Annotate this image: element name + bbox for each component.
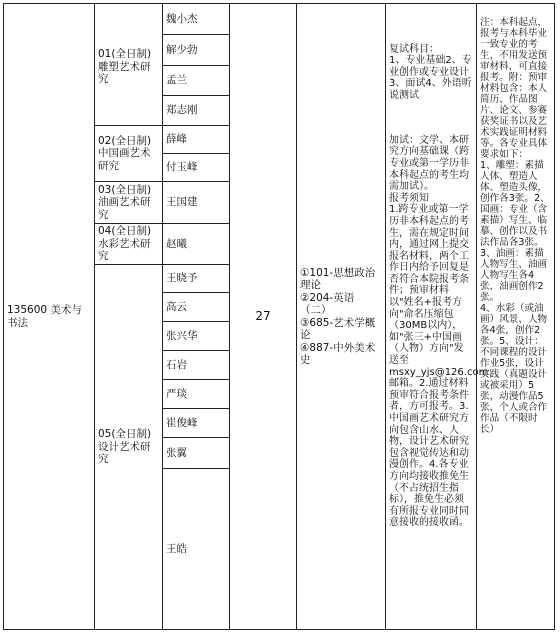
direction-cell-sculpture [94,3,163,126]
direction-label: 01(全日制)雕塑艺术研究 [98,48,152,85]
supervisor-cell [162,408,230,438]
direction-label: 03(全日制)油画艺术研究 [98,183,152,221]
supervisor-cell [162,468,230,630]
program-table [3,3,555,630]
direction-cell-watercolor [94,223,163,265]
supervisor-name: 严琰 [166,387,187,400]
supervisor-name: 张兴华 [166,329,198,342]
supervisor-name: 王晓予 [166,272,198,285]
enrollment-cell [229,3,297,630]
supervisor-name: 张翼 [166,446,187,459]
direction-cell-oil-painting [94,181,163,224]
supervisor-cell [162,181,230,224]
exam-subjects-cell [296,3,386,630]
direction-cell-design [94,264,163,630]
supervisor-cell [162,437,230,469]
direction-label: 04(全日制)水彩艺术研究 [98,225,152,263]
supervisor-name: 赵曦 [166,237,187,250]
supervisor-name: 王国建 [166,196,198,209]
major-cell [3,3,95,630]
notes-text: 注：本科起点，报考与本科毕业一致专业的考生，不用发送预审材料，可直接报考。附：预审材料包含：本人简历、作品图片、论文、参赛获奖证书以及艺术实践证明材料等。各专业具体要求如下： 1、雕塑：素描人体、塑造人体、塑造头像，创作各3张。2、国画：专业（含素描）写生、临摹、创作以及书法作品各3张。 3、油画：素描人物写生、油画人物写生各4张，油画创作2张。 4、水彩（或油画）风景、人物各4张，创作2张。5、设计：不同课程的设计作业5张，设计实践（真题设计或被采用）5张，动漫作品5张，个人或合作作品（不限时长） [480,17,550,435]
supervisor-name: 解少勃 [166,43,198,56]
retest-subjects: 复试科目： 1、专业基础2、专业创作或专业设计3、面试4、外语听说测试 [389,43,472,101]
supervisor-name: 魏小杰 [166,12,198,25]
supervisor-cell [162,379,230,409]
supervisor-cell [162,321,230,351]
direction-label: 02(全日制)中国画艺术研究 [98,134,152,172]
notes-cell [476,3,555,630]
supervisor-cell [162,3,230,35]
direction-cell-chinese-painting [94,125,163,182]
enrollment-count: 27 [255,309,271,324]
supervisor-cell [162,65,230,96]
supervisor-cell [162,153,230,182]
supervisor-name: 王皓 [166,542,187,555]
retest-extra-notes: 加试：文学、本研究方向基础课（跨专业或第一学历非本科起点的考生均需加试）。 报考须知 1.跨专业或第一学历非本科起点的考生，需在规定时间内，通过网上提交报名材料，两个工作日内给予回复是否符合本院报考条件；预审材料以"姓名+报考方向"命名压缩包（30MB以内），如"张三+中国画（人物）方向"发送至msxy_yjs@126.com邮箱。2.通过材料预审符合报考条件者，方可报考。3.中国画艺术研究方向包含山水、人物，设计艺术研究包含视觉传达和动漫创作。4.各专业方向均接收推免生（不占统招生指标），推免生必须有所报专业同时同意接收的接收函。 [389,134,489,529]
exam-subjects: ①101-思想政治理论 ②204-英语（二） ③685-艺术学概论 ④887-中外美术史 [300,266,376,366]
supervisor-name: 郑志刚 [166,104,198,117]
supervisor-name: 付玉峰 [166,161,198,174]
supervisor-cell [162,264,230,293]
supervisor-name: 高云 [166,300,187,313]
major-code-name: 135600 美术与书法 [7,304,82,329]
supervisor-name: 孟兰 [166,74,187,87]
supervisor-cell [162,125,230,154]
supervisor-name: 薛峰 [166,133,187,146]
direction-label: 05(全日制)设计艺术研究 [98,428,152,466]
supervisor-name: 石岩 [166,358,187,371]
supervisor-cell [162,292,230,322]
supervisor-cell [162,95,230,126]
supervisor-cell [162,223,230,265]
retest-cell [385,3,489,630]
supervisor-cell [162,34,230,66]
supervisor-name: 崔俊峰 [166,416,198,429]
supervisor-cell [162,350,230,380]
